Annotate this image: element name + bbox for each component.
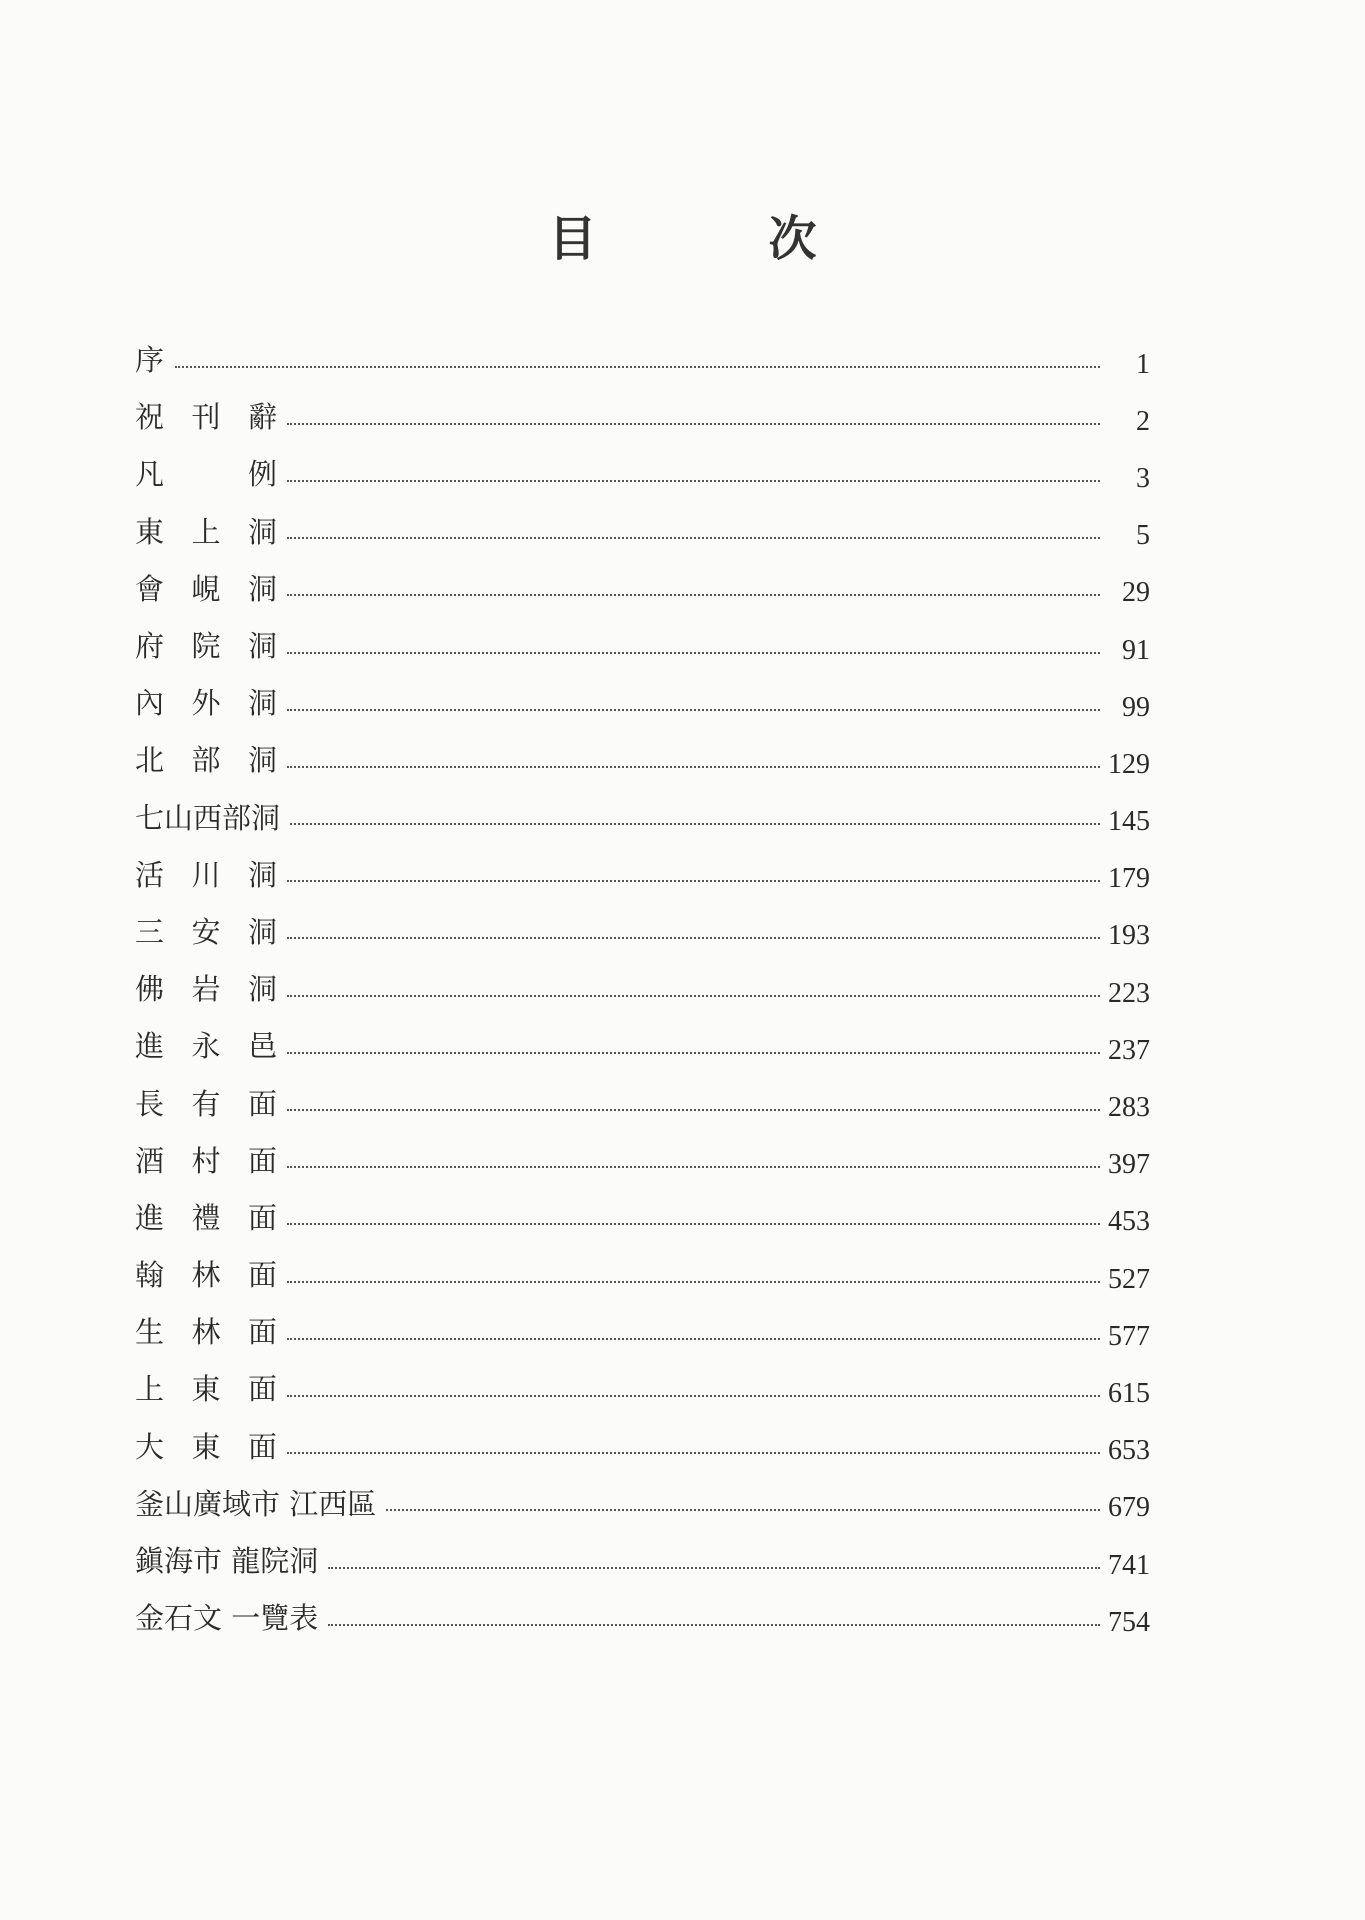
toc-entry-title-part: 安	[191, 914, 221, 949]
toc-entry-title	[135, 457, 277, 492]
table-of-contents	[135, 332, 1150, 1647]
toc-page-number: 615	[1108, 1377, 1150, 1409]
toc-entry-title-part: 北	[135, 743, 165, 778]
toc-entry-title	[135, 1372, 277, 1407]
dot-leader	[287, 995, 1100, 997]
toc-page-number: 145	[1108, 806, 1150, 838]
toc-entry	[135, 790, 1150, 847]
toc-entry	[135, 1476, 1150, 1533]
dot-leader	[287, 537, 1100, 539]
dot-leader	[287, 709, 1100, 711]
toc-entry-title-part: 面	[247, 1143, 277, 1178]
toc-entry-title-part: 禮	[191, 1200, 221, 1235]
toc-page-number: 179	[1108, 863, 1150, 895]
toc-entry-title-part: 祝	[135, 400, 165, 435]
toc-entry-title-part: 洞	[247, 629, 277, 664]
toc-entry-title-part: 鎭海市 龍院洞	[135, 1544, 319, 1579]
toc-page-number: 29	[1122, 577, 1150, 609]
toc-entry-title-part: 府	[135, 629, 165, 664]
dot-leader	[287, 1166, 1100, 1168]
dot-leader	[287, 652, 1100, 654]
toc-entry-title-part: 林	[191, 1258, 221, 1293]
toc-entry-title	[135, 972, 277, 1007]
dot-leader	[287, 1223, 1100, 1225]
toc-entry	[135, 847, 1150, 904]
toc-page-number: 283	[1108, 1092, 1150, 1124]
toc-entry-title-part: 東	[191, 1429, 221, 1464]
toc-entry-title-part: 進	[135, 1029, 165, 1064]
toc-entry-title-part: 生	[135, 1315, 165, 1350]
toc-entry-title-part: 面	[247, 1429, 277, 1464]
toc-entry-title-part: 活	[135, 857, 165, 892]
toc-page-number: 653	[1108, 1435, 1150, 1467]
toc-entry	[135, 446, 1150, 503]
toc-entry-title-part: 刊	[191, 400, 221, 435]
toc-entry-title-part: 凡	[135, 457, 165, 492]
toc-entry	[135, 1133, 1150, 1190]
toc-entry-title	[135, 1544, 328, 1579]
toc-entry-title	[135, 629, 277, 664]
toc-entry	[135, 1018, 1150, 1075]
toc-entry-title-part: 上	[191, 514, 221, 549]
toc-entry-title-part: 辭	[247, 400, 277, 435]
toc-page-number: 129	[1108, 748, 1150, 780]
dot-leader	[328, 1567, 1100, 1569]
toc-entry-title-part: 洞	[247, 571, 277, 606]
title-char-2: 次	[768, 211, 817, 267]
toc-entry	[135, 732, 1150, 789]
toc-entry-title-part: 釜山廣域市 江西區	[135, 1486, 377, 1521]
toc-entry-title-part: 洞	[247, 743, 277, 778]
toc-entry-title-part: 面	[247, 1372, 277, 1407]
toc-page-number: 2	[1136, 405, 1150, 437]
dot-leader	[287, 766, 1100, 768]
toc-entry-title-part: 內	[135, 686, 165, 721]
toc-page-number: 527	[1108, 1263, 1150, 1295]
dot-leader	[287, 1395, 1100, 1397]
toc-entry	[135, 561, 1150, 618]
dot-leader	[287, 1109, 1100, 1111]
toc-entry-title-part: 進	[135, 1200, 165, 1235]
toc-entry	[135, 1190, 1150, 1247]
toc-entry-title	[135, 800, 290, 835]
toc-entry-title	[135, 400, 277, 435]
toc-entry	[135, 332, 1150, 389]
dot-leader	[175, 366, 1100, 368]
dot-leader	[287, 480, 1100, 482]
toc-page-number: 679	[1108, 1492, 1150, 1524]
toc-entry-title-part: 例	[247, 457, 277, 492]
toc-entry-title	[135, 343, 175, 378]
toc-entry-title-part: 翰	[135, 1258, 165, 1293]
dot-leader	[287, 1452, 1100, 1454]
toc-entry-title	[135, 1315, 277, 1350]
toc-entry	[135, 675, 1150, 732]
toc-entry	[135, 504, 1150, 561]
toc-entry-title	[135, 1486, 386, 1521]
dot-leader	[287, 1052, 1100, 1054]
toc-entry-title-part: 長	[135, 1086, 165, 1121]
toc-entry-title-part: 村	[191, 1143, 221, 1178]
toc-entry	[135, 961, 1150, 1018]
toc-entry-title	[135, 1601, 328, 1636]
toc-entry	[135, 1075, 1150, 1132]
dot-leader	[386, 1509, 1100, 1511]
dot-leader	[328, 1624, 1100, 1626]
toc-entry	[135, 1533, 1150, 1590]
toc-entry	[135, 389, 1150, 446]
toc-entry	[135, 618, 1150, 675]
toc-entry-title	[135, 1429, 277, 1464]
toc-page-number: 3	[1136, 462, 1150, 494]
page-title	[0, 200, 1365, 269]
toc-entry-title-part: 七山西部洞	[135, 800, 281, 835]
toc-page-number: 754	[1108, 1606, 1150, 1638]
dot-leader	[287, 423, 1100, 425]
toc-entry-title	[135, 514, 277, 549]
toc-page-number: 741	[1108, 1549, 1150, 1581]
toc-entry-title-part: 林	[191, 1315, 221, 1350]
toc-entry-title	[135, 1143, 277, 1178]
toc-entry-title-part: 洞	[247, 857, 277, 892]
toc-entry-title-part: 洞	[247, 686, 277, 721]
toc-entry-title	[135, 857, 277, 892]
toc-entry-title-part: 面	[247, 1200, 277, 1235]
dot-leader	[287, 1281, 1100, 1283]
toc-entry-title-part: 金石文 一覽表	[135, 1601, 319, 1636]
toc-entry-title-part: 佛	[135, 972, 165, 1007]
toc-entry-title-part: 川	[191, 857, 221, 892]
toc-entry	[135, 1590, 1150, 1647]
toc-page-number: 453	[1108, 1206, 1150, 1238]
toc-entry-title-part: 岩	[191, 972, 221, 1007]
toc-entry-title	[135, 1086, 277, 1121]
toc-entry-title-part: 酒	[135, 1143, 165, 1178]
toc-entry	[135, 1304, 1150, 1361]
toc-entry	[135, 1419, 1150, 1476]
toc-entry-title	[135, 686, 277, 721]
toc-entry-title-part: 部	[191, 743, 221, 778]
toc-entry-title	[135, 914, 277, 949]
toc-entry-title-part: 三	[135, 914, 165, 949]
toc-entry-title-part: 峴	[191, 571, 221, 606]
toc-entry-title-part: 永	[191, 1029, 221, 1064]
toc-entry	[135, 904, 1150, 961]
toc-page-number: 577	[1108, 1320, 1150, 1352]
dot-leader	[287, 594, 1100, 596]
toc-entry-title-part: 大	[135, 1429, 165, 1464]
toc-entry-title-part: 院	[191, 629, 221, 664]
toc-page-number: 1	[1136, 348, 1150, 380]
toc-entry-title-part: 序	[135, 343, 165, 378]
toc-entry-title-part: 有	[191, 1086, 221, 1121]
toc-entry-title-part: 洞	[247, 972, 277, 1007]
dot-leader	[287, 937, 1100, 939]
toc-entry-title	[135, 1258, 277, 1293]
toc-entry-title-part: 邑	[247, 1029, 277, 1064]
toc-entry-title-part: 外	[191, 686, 221, 721]
toc-page-number: 193	[1108, 920, 1150, 952]
toc-entry-title-part: 東	[135, 514, 165, 549]
dot-leader	[287, 880, 1100, 882]
toc-page-number: 91	[1122, 634, 1150, 666]
toc-entry	[135, 1361, 1150, 1418]
toc-page-number: 5	[1136, 520, 1150, 552]
toc-entry-title-part: 面	[247, 1315, 277, 1350]
toc-entry-title	[135, 1200, 277, 1235]
dot-leader	[290, 823, 1100, 825]
toc-entry-title-part: 會	[135, 571, 165, 606]
toc-entry-title-part: 面	[247, 1086, 277, 1121]
toc-entry-title-part: 洞	[247, 514, 277, 549]
title-char-1: 目	[548, 211, 597, 267]
toc-entry-title-part: 東	[191, 1372, 221, 1407]
toc-entry-title	[135, 571, 277, 606]
toc-page-number: 223	[1108, 977, 1150, 1009]
toc-entry-title-part: 上	[135, 1372, 165, 1407]
toc-entry-title-part: 洞	[247, 914, 277, 949]
toc-entry-title-part: 面	[247, 1258, 277, 1293]
dot-leader	[287, 1338, 1100, 1340]
toc-entry-title	[135, 1029, 277, 1064]
toc-page-number: 99	[1122, 691, 1150, 723]
toc-page-number: 237	[1108, 1034, 1150, 1066]
toc-page-number: 397	[1108, 1149, 1150, 1181]
toc-entry-title	[135, 743, 277, 778]
toc-entry	[135, 1247, 1150, 1304]
